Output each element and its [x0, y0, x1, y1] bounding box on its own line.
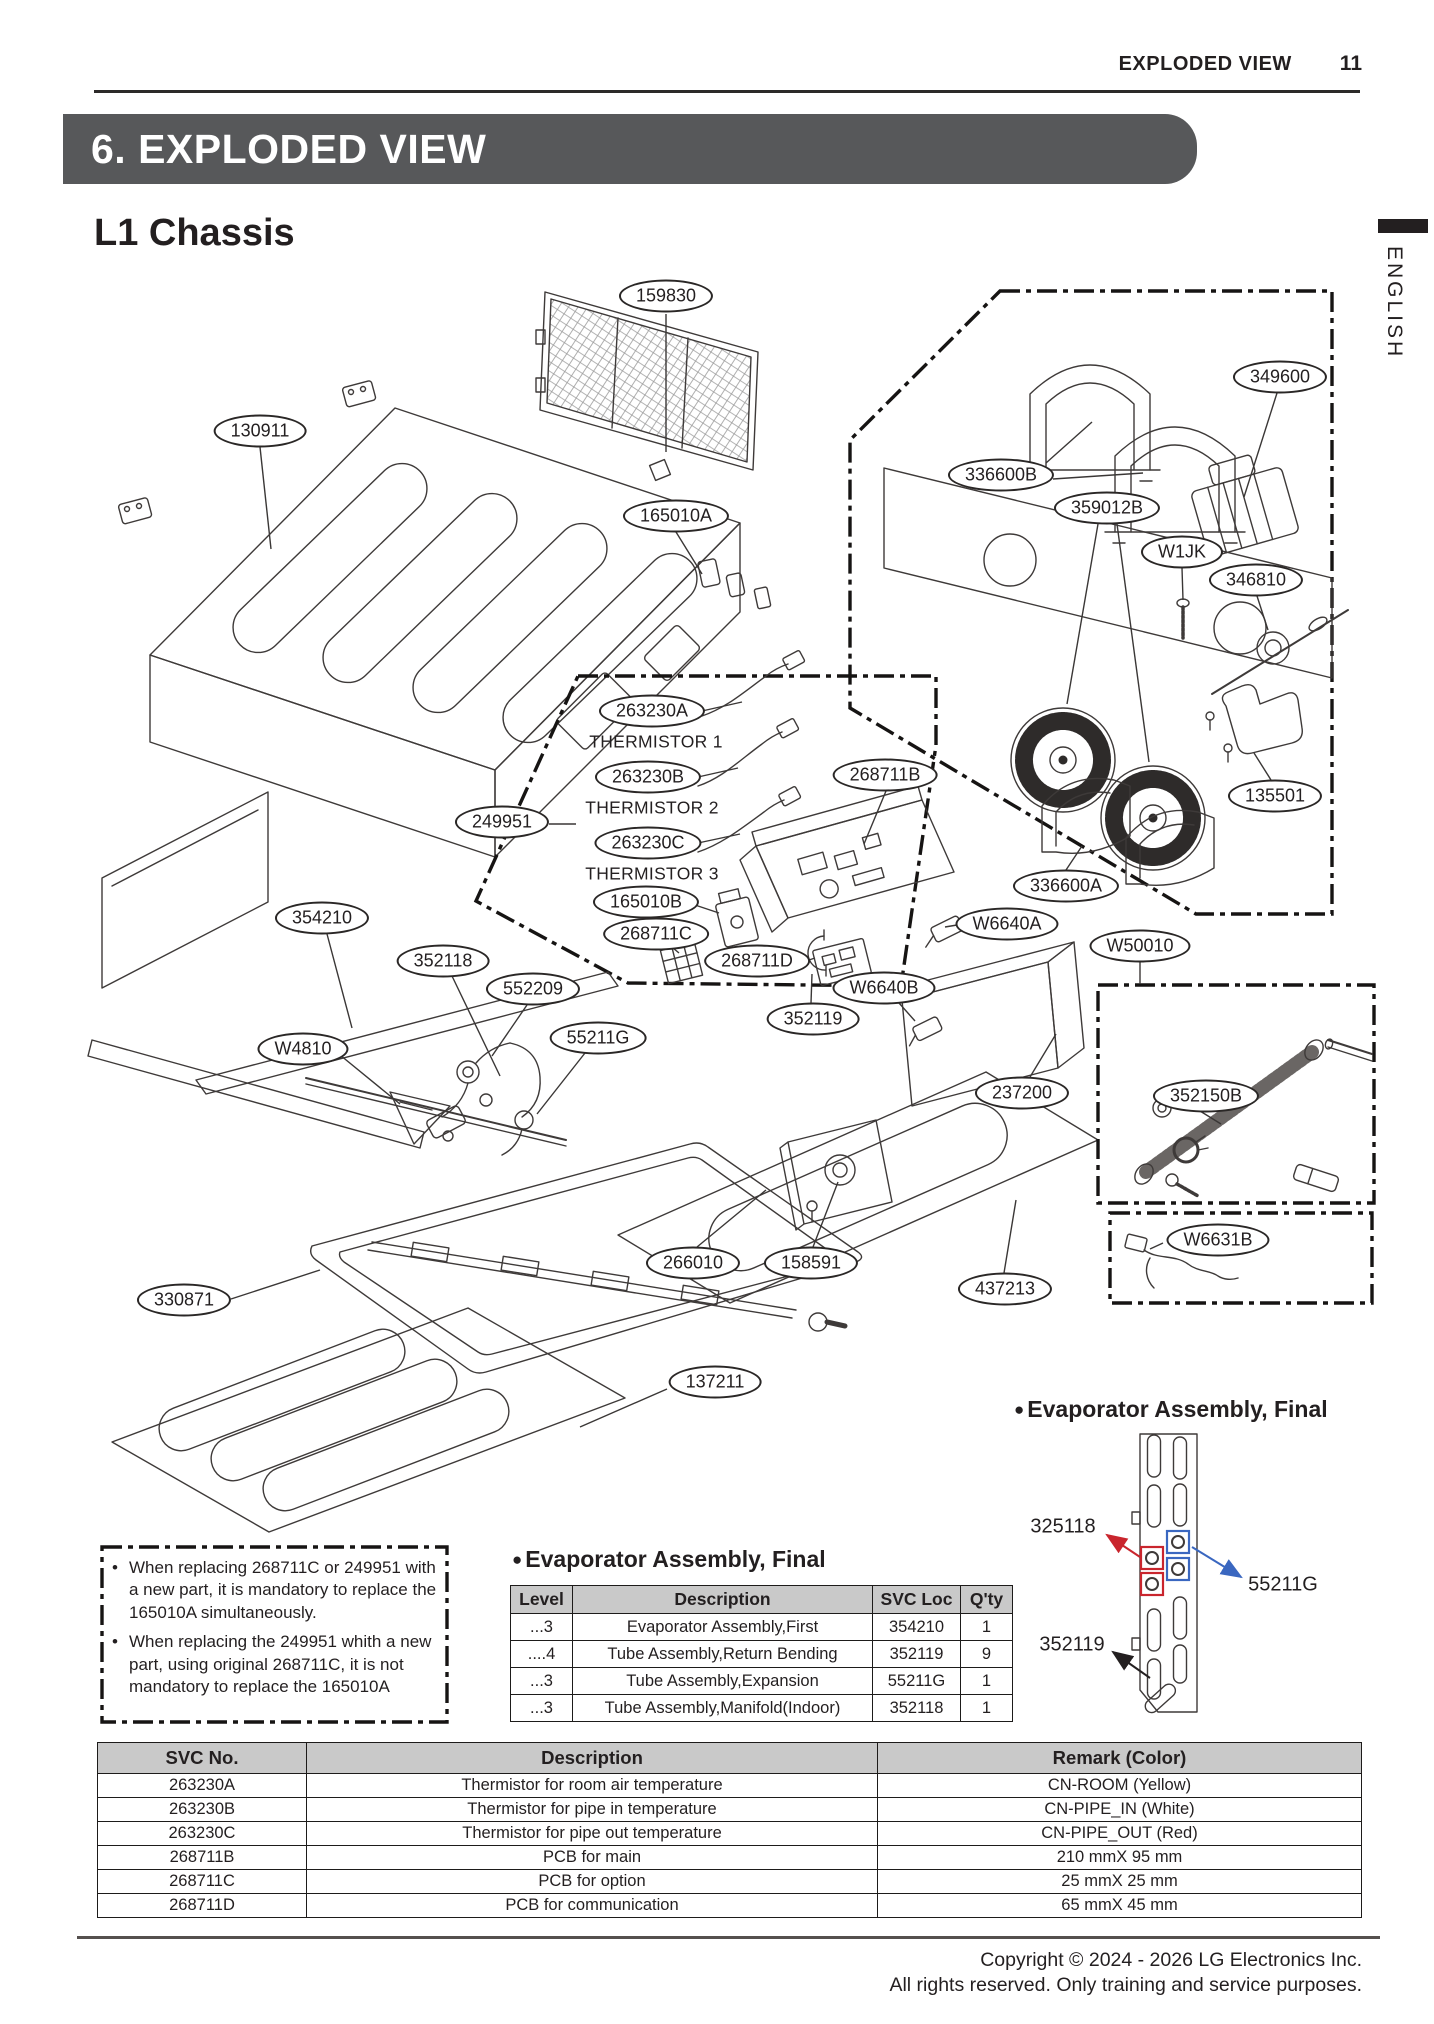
- note-bullet: •: [112, 1632, 118, 1652]
- table-cell: 1: [961, 1668, 1013, 1695]
- table-cell: 268711D: [98, 1894, 307, 1918]
- table-cell: Tube Assembly,Return Bending: [573, 1641, 873, 1668]
- part-label-354210: 354210: [275, 902, 369, 935]
- table-cell: ...3: [511, 1695, 573, 1722]
- part-label-w6640b: W6640B: [832, 972, 935, 1005]
- language-tab-label: ENGLISH: [1383, 246, 1406, 360]
- table-cell: 25 mmX 25 mm: [878, 1870, 1362, 1894]
- part-label-330871: 330871: [137, 1284, 231, 1317]
- table-cell: ...3: [511, 1668, 573, 1695]
- fin-label-352119: 352119: [1039, 1633, 1105, 1656]
- col-header: Description: [307, 1743, 878, 1774]
- part-label-336600a: 336600A: [1013, 870, 1119, 903]
- part-label-55211g: 55211G: [550, 1022, 647, 1055]
- col-header: Description: [573, 1586, 873, 1614]
- table-row: [98, 1798, 1362, 1822]
- table-cell: 352118: [873, 1695, 961, 1722]
- table-row: [98, 1846, 1362, 1870]
- fin-diagram-title: ● Evaporator Assembly, Final: [1014, 1396, 1328, 1422]
- table-row: [511, 1614, 1013, 1641]
- table-cell: 352119: [873, 1641, 961, 1668]
- table-cell: Thermistor for pipe in temperature: [307, 1798, 878, 1822]
- part-label-266010: 266010: [646, 1247, 740, 1280]
- header-title: EXPLODED VIEW: [1118, 53, 1292, 75]
- rights-line: All rights reserved. Only training and service purposes.: [889, 1973, 1362, 1996]
- part-label-w50010: W50010: [1089, 930, 1190, 963]
- part-label-552209: 552209: [486, 973, 580, 1006]
- part-label-437213: 437213: [958, 1273, 1052, 1306]
- table-row: [98, 1822, 1362, 1846]
- part-label-thermistor-3: THERMISTOR 3: [585, 863, 719, 884]
- table-cell: 55211G: [873, 1668, 961, 1695]
- part-label-165010a: 165010A: [623, 500, 729, 533]
- bullet-icon: ●: [512, 1550, 523, 1569]
- table-row: [511, 1695, 1013, 1722]
- part-label-268711b: 268711B: [833, 759, 938, 792]
- table-cell: 9: [961, 1641, 1013, 1668]
- chassis-title: L1 Chassis: [94, 212, 295, 254]
- col-header: Q'ty: [961, 1586, 1013, 1614]
- table-cell: 263230C: [98, 1822, 307, 1846]
- table-cell: CN-PIPE_IN (White): [878, 1798, 1362, 1822]
- part-label-w6640a: W6640A: [955, 908, 1058, 941]
- part-label-165010b: 165010B: [593, 886, 699, 919]
- part-label-336600b: 336600B: [948, 459, 1054, 492]
- table-cell: Tube Assembly,Manifold(Indoor): [573, 1695, 873, 1722]
- svc-parts-table: [97, 1742, 1362, 1918]
- table-cell: 210 mmX 95 mm: [878, 1846, 1362, 1870]
- part-label-w4810: W4810: [257, 1033, 348, 1066]
- table-cell: 1: [961, 1614, 1013, 1641]
- col-header: Level: [511, 1586, 573, 1614]
- part-label-137211: 137211: [669, 1366, 762, 1399]
- table-cell: CN-PIPE_OUT (Red): [878, 1822, 1362, 1846]
- table-cell: ...3: [511, 1614, 573, 1641]
- part-label-263230b: 263230B: [595, 761, 701, 794]
- part-label-346810: 346810: [1209, 564, 1303, 597]
- table-cell: 354210: [873, 1614, 961, 1641]
- fin-label-55211g: 55211G: [1248, 1573, 1318, 1596]
- evap-table-title: ● Evaporator Assembly, Final: [512, 1546, 826, 1572]
- part-label-352118: 352118: [397, 945, 490, 978]
- part-label-thermistor-2: THERMISTOR 2: [585, 797, 719, 818]
- part-label-158591: 158591: [764, 1247, 858, 1280]
- part-label-thermistor-1: THERMISTOR 1: [589, 731, 723, 752]
- note-bullet: •: [112, 1558, 118, 1577]
- table-cell: PCB for main: [307, 1846, 878, 1870]
- table-row: [98, 1774, 1362, 1798]
- note-item: • When replacing 268711C or 249951 with a new part, it is mandatory to replace the 165010A simultaneously.: [112, 1558, 437, 1622]
- copyright-line: Copyright © 2024 - 2026 LG Electronics Inc.: [980, 1949, 1362, 1971]
- part-label-263230a: 263230A: [599, 695, 705, 728]
- part-label-349600: 349600: [1233, 361, 1327, 394]
- part-label-352119: 352119: [767, 1003, 860, 1036]
- table-cell: 263230A: [98, 1774, 307, 1798]
- part-label-352150b: 352150B: [1153, 1080, 1259, 1113]
- col-header: Remark (Color): [878, 1743, 1362, 1774]
- part-label-w6631b: W6631B: [1166, 1224, 1269, 1257]
- part-label-w1jk: W1JK: [1141, 536, 1223, 569]
- table-cell: 263230B: [98, 1798, 307, 1822]
- table-row: [511, 1668, 1013, 1695]
- part-label-263230c: 263230C: [594, 827, 701, 860]
- part-label-249951: 249951: [455, 806, 549, 839]
- page-number: 11: [1339, 52, 1362, 75]
- part-label-159830: 159830: [619, 280, 713, 313]
- table-cell: Thermistor for room air temperature: [307, 1774, 878, 1798]
- part-label-135501: 135501: [1228, 780, 1322, 813]
- table-cell: PCB for communication: [307, 1894, 878, 1918]
- part-label-268711d: 268711D: [704, 945, 810, 978]
- table-cell: Thermistor for pipe out temperature: [307, 1822, 878, 1846]
- col-header: SVC No.: [98, 1743, 307, 1774]
- table-cell: PCB for option: [307, 1870, 878, 1894]
- evaporator-assembly-table: [510, 1585, 1013, 1722]
- bullet-icon: ●: [1014, 1400, 1025, 1419]
- table-cell: ....4: [511, 1641, 573, 1668]
- section-title: 6. EXPLODED VIEW: [91, 125, 487, 172]
- table-row: [98, 1894, 1362, 1918]
- table-cell: CN-ROOM (Yellow): [878, 1774, 1362, 1798]
- col-header: SVC Loc: [873, 1586, 961, 1614]
- note-item: • When replacing the 249951 whith a new part, using original 268711C, it is not mandatory to replace the 165010A: [112, 1632, 432, 1697]
- table-cell: 268711C: [98, 1870, 307, 1894]
- table-cell: 1: [961, 1695, 1013, 1722]
- part-label-237200: 237200: [975, 1077, 1069, 1110]
- table-cell: Tube Assembly,Expansion: [573, 1668, 873, 1695]
- table-cell: 268711B: [98, 1846, 307, 1870]
- table-cell: 65 mmX 45 mm: [878, 1894, 1362, 1918]
- table-row: [98, 1870, 1362, 1894]
- part-label-359012b: 359012B: [1054, 492, 1160, 525]
- fin-label-325118: 325118: [1030, 1515, 1096, 1538]
- part-label-130911: 130911: [214, 415, 307, 448]
- table-cell: Evaporator Assembly,First: [573, 1614, 873, 1641]
- table-row: [511, 1641, 1013, 1668]
- part-label-268711c: 268711C: [603, 918, 709, 951]
